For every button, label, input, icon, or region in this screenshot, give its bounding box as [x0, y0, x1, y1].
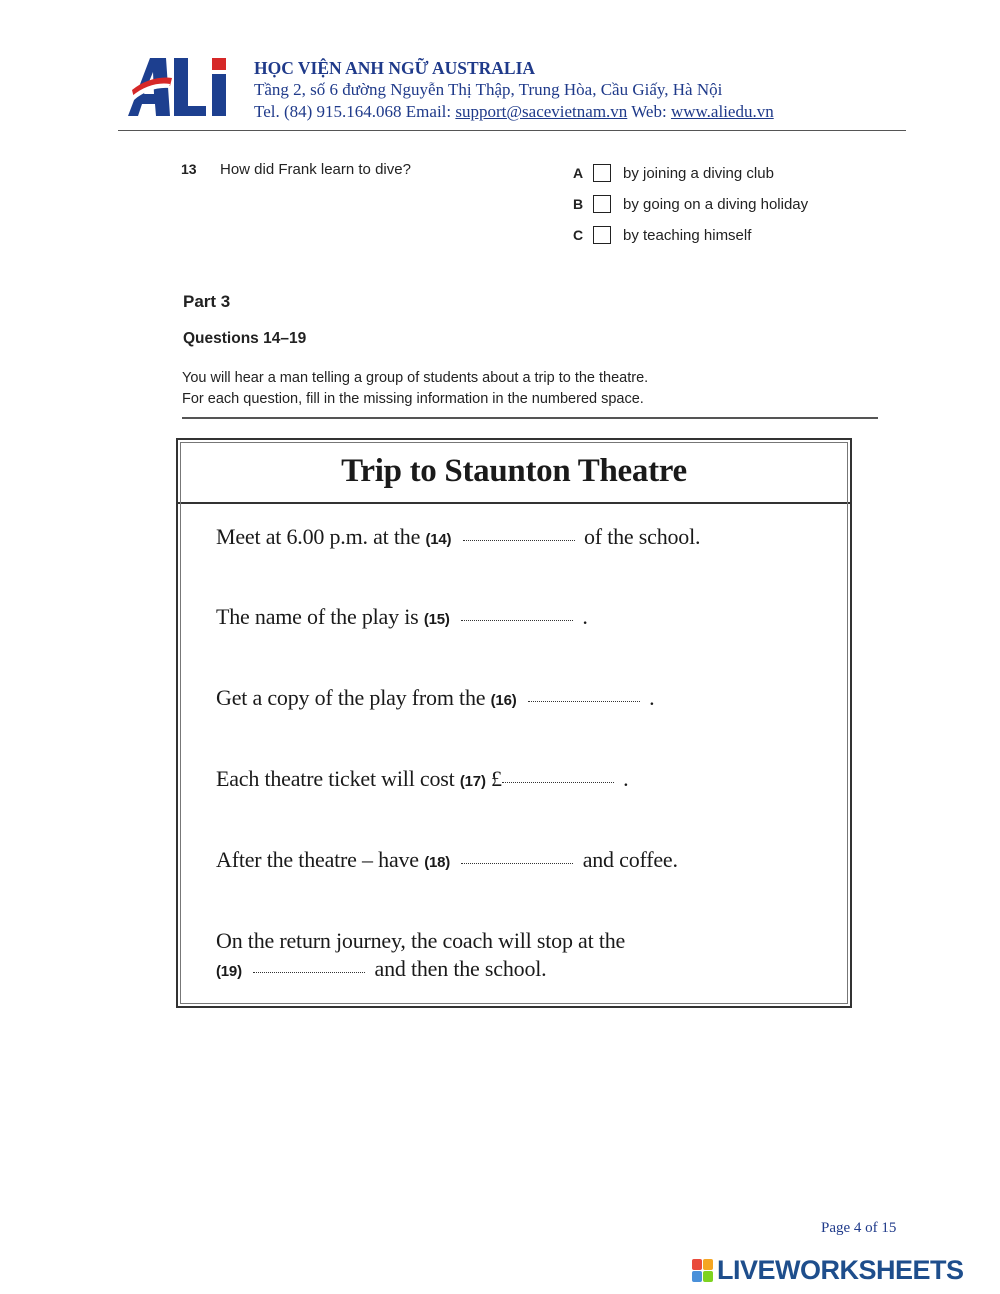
gap-14-blank[interactable]: [463, 540, 575, 541]
gap-line-19b: [216, 956, 546, 982]
option-a-checkbox[interactable]: [593, 164, 611, 182]
option-b-checkbox[interactable]: [593, 195, 611, 213]
gap-line-16: [216, 685, 654, 711]
liveworksheets-text: LIVEWORKSHEETS: [717, 1255, 964, 1285]
gap-16-number: (16): [490, 692, 517, 709]
ali-logo: [126, 50, 230, 122]
currency-symbol: £: [491, 766, 502, 791]
line-16-before: Get a copy of the play from the: [216, 685, 486, 710]
trip-title-row: [178, 440, 850, 504]
line-17-before: Each theatre ticket will cost: [216, 766, 455, 791]
header-divider: [118, 130, 906, 131]
option-c: [573, 224, 751, 246]
option-b-text: by going on a diving holiday: [623, 195, 809, 213]
institute-address: Tầng 2, số 6 đường Nguyễn Thị Thập, Trung Hòa, Cầu Giấy, Hà Nội: [254, 80, 723, 99]
header-block: [254, 57, 774, 123]
instructions: [182, 368, 648, 410]
gap-line-15: [216, 604, 588, 630]
gap-17-number: (17): [459, 773, 486, 790]
option-c-text: by teaching himself: [623, 226, 752, 244]
option-b: [573, 193, 808, 215]
line-19-before: On the return journey, the coach will stop at the: [216, 928, 626, 953]
page-number: Page 4 of 15: [821, 1220, 897, 1236]
gap-line-17: [216, 766, 628, 792]
liveworksheets-brand: [692, 1255, 964, 1286]
gap-19-number: (19): [216, 963, 242, 980]
option-c-checkbox[interactable]: [593, 226, 611, 244]
gap-15-number: (15): [423, 611, 450, 628]
gap-18-blank[interactable]: [461, 863, 573, 864]
institute-name: HỌC VIỆN ANH NGỮ AUSTRALIA: [254, 58, 536, 78]
line-15-after: .: [582, 604, 588, 629]
gap-line-18: [216, 847, 678, 873]
email-link[interactable]: support@sacevietnam.vn: [455, 102, 628, 121]
line-19-after: and then the school.: [374, 956, 547, 981]
line-18-after: and coffee.: [582, 847, 678, 872]
gap-17-blank[interactable]: [502, 782, 614, 783]
gap-line-14: [216, 524, 700, 550]
tel-label: Tel. (84) 915.164.068 Email:: [254, 102, 452, 121]
website-link[interactable]: www.aliedu.vn: [670, 102, 774, 121]
gap-16-blank[interactable]: [528, 701, 640, 702]
instructions-divider: [182, 417, 878, 419]
line-14-after: of the school.: [583, 524, 701, 549]
line-16-after: .: [649, 685, 655, 710]
trip-title: Trip to Staunton Theatre: [341, 452, 687, 489]
contact-line: [254, 101, 774, 123]
line-17-after: .: [623, 766, 629, 791]
trip-notes-box: [176, 438, 852, 1008]
option-a-text: by joining a diving club: [623, 164, 774, 182]
question-13-text: How did Frank learn to dive?: [220, 161, 411, 178]
svg-text:★: ★: [138, 70, 145, 78]
gap-15-blank[interactable]: [461, 620, 573, 621]
gap-19-blank[interactable]: [253, 972, 365, 973]
part-3-heading: Part 3: [183, 292, 231, 311]
web-label: Web:: [631, 102, 667, 121]
option-a: [573, 162, 774, 184]
option-c-letter: C: [573, 227, 584, 243]
question-13-number: 13: [181, 161, 197, 177]
liveworksheets-icon: [692, 1259, 714, 1283]
line-14-before: Meet at 6.00 p.m. at the: [216, 524, 421, 549]
gap-line-19a: [216, 928, 625, 954]
instruction-line-1: You will hear a man telling a group of students about a trip to the theatre.: [182, 370, 649, 386]
option-a-letter: A: [573, 165, 584, 181]
questions-range-heading: Questions 14–19: [183, 330, 307, 347]
line-15-before: The name of the play is: [216, 604, 419, 629]
gap-18-number: (18): [424, 854, 451, 871]
gap-14-number: (14): [425, 531, 452, 548]
option-b-letter: B: [573, 196, 584, 212]
instruction-line-2: For each question, fill in the missing information in the numbered space.: [182, 391, 644, 407]
line-18-before: After the theatre – have: [216, 847, 419, 872]
